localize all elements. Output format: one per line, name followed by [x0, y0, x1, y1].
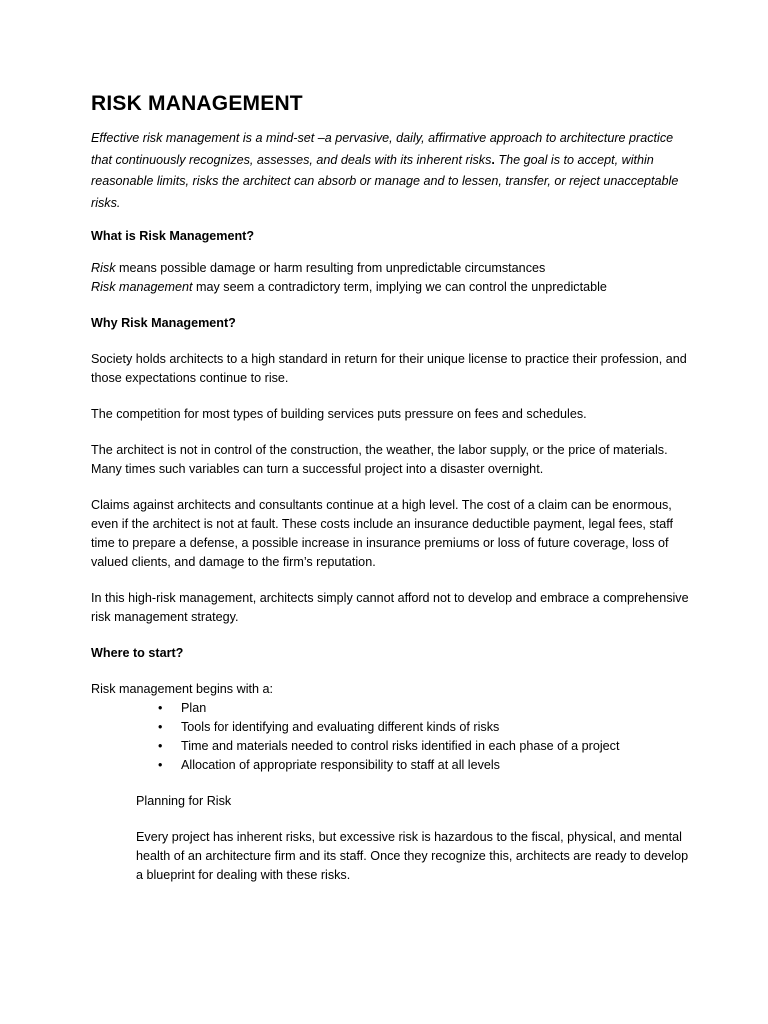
document-title: RISK MANAGEMENT [91, 92, 303, 115]
definition-risk [91, 259, 691, 278]
intro-dot-1: . [491, 152, 495, 167]
heading-why-risk-management: Why Risk Management? [91, 316, 236, 330]
planning-heading: Planning for Risk [136, 794, 232, 808]
heading-what-is-risk-management: What is Risk Management? [91, 229, 255, 243]
why-paragraph-4: Claims against architects and consultants continue at a high level. The cost of a claim can be enormous, even if the architect is not at fault. These costs include an insurance deductible payment, legal fees, staff time to prepare a defense, a possible increase in insurance premiums or loss of future coverage, loss of valued clients, and damage to the firm’s reputation. [91, 498, 673, 569]
list-item: • Time and materials needed to control risks identified in each phase of a project [91, 737, 691, 756]
intro-dot-2: . [116, 195, 121, 210]
definition-risk-management-text: may seem a contradictory term, implying we can control the unpredictable [192, 280, 607, 294]
intro-paragraph [91, 128, 691, 214]
bullet-icon: • [158, 720, 163, 734]
definitions-block [91, 259, 691, 297]
bullet-icon: • [158, 758, 163, 772]
why-paragraph-2: The competition for most types of building services puts pressure on fees and schedules. [91, 407, 587, 421]
bullet-icon: • [158, 701, 163, 715]
why-paragraph-3: The architect is not in control of the construction, the weather, the labor supply, or the price of materials. Many times such variables can turn a successful project into a disaster overnight. [91, 443, 668, 476]
list-item: • Allocation of appropriate responsibility to staff at all levels [91, 756, 691, 775]
list-item: • Tools for identifying and evaluating different kinds of risks [91, 718, 691, 737]
list-item: • Plan [91, 699, 691, 718]
list-lead-text: Risk management begins with a: [91, 682, 274, 696]
bullet-icon: • [158, 739, 163, 753]
definition-risk-text: means possible damage or harm resulting from unpredictable circumstances [115, 261, 546, 275]
definition-risk-management [91, 278, 691, 297]
definition-risk-management-term: Risk management [91, 280, 193, 294]
planning-paragraph: Every project has inherent risks, but excessive risk is hazardous to the fiscal, physical, and mental health of an architecture firm and its staff. Once they recognize this, architects are ready to develop a blueprint for dealing with these risks. [136, 830, 689, 882]
document-page [91, 90, 691, 902]
why-paragraph-5: In this high-risk management, architects simply cannot afford not to develop and embrace a comprehensive risk management strategy. [91, 591, 689, 624]
intro-text-2: The goal is to accept, within reasonable limits, risks the architect can absorb or manage and to lessen, transfer, or reject unacceptable risks [91, 152, 679, 210]
definition-risk-term: Risk [91, 261, 116, 275]
start-bullet-list [91, 699, 691, 775]
heading-where-to-start: Where to start? [91, 646, 184, 660]
planning-section [136, 792, 691, 885]
why-paragraph-1: Society holds architects to a high standard in return for their unique license to practice their profession, and those expectations continue to rise. [91, 352, 687, 385]
intro-text-1: Effective risk management is a mind-set –a pervasive, daily, affirmative approach to architecture practice that continuously recognizes, assesses, and deals with its inherent risks [91, 131, 674, 167]
